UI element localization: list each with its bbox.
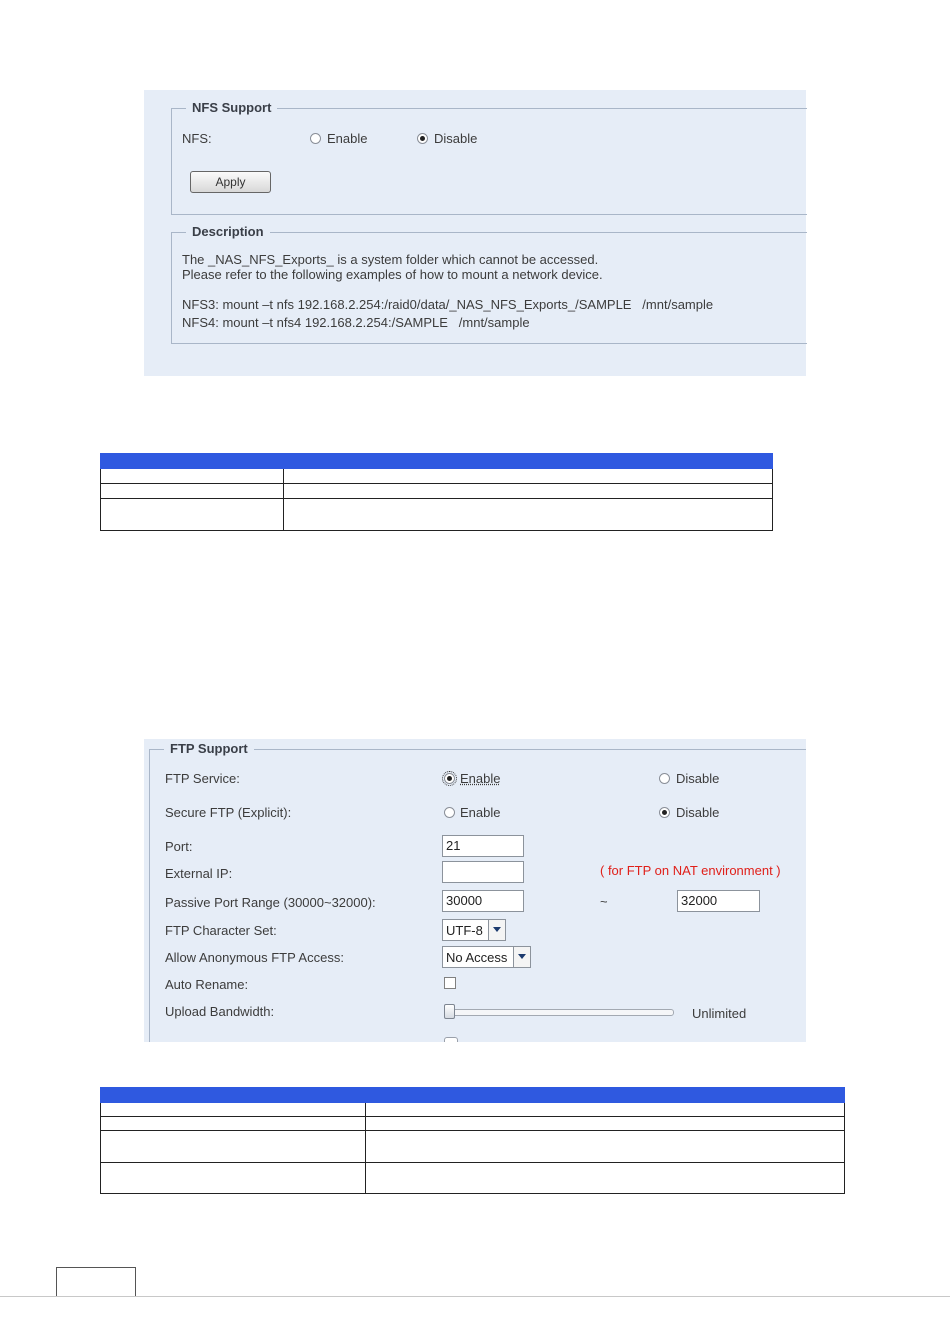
secure-ftp-disable-radio[interactable] — [659, 807, 670, 818]
table-row — [101, 499, 773, 531]
ftp-settings-panel — [144, 739, 806, 1042]
table-header-row — [101, 1088, 845, 1103]
nfs-enable-label[interactable]: Enable — [327, 131, 368, 146]
upload-bandwidth-value: Unlimited — [692, 1006, 747, 1021]
anonymous-access-label: Allow Anonymous FTP Access: — [165, 950, 344, 965]
ftp-service-enable-label[interactable]: Enable — [460, 771, 501, 786]
nat-note: ( for FTP on NAT environment ) — [600, 863, 781, 878]
apply-button[interactable]: Apply — [190, 171, 271, 193]
passive-port-start-input[interactable]: 30000 — [442, 890, 524, 912]
page-number-tab — [56, 1267, 136, 1297]
footer-divider — [0, 1296, 950, 1297]
auto-rename-checkbox[interactable] — [444, 977, 456, 989]
passive-port-separator: ~ — [600, 894, 608, 909]
secure-ftp-enable-label[interactable]: Enable — [460, 805, 501, 820]
next-row-fragment — [444, 1037, 458, 1042]
chevron-down-icon[interactable] — [513, 947, 530, 967]
chevron-down-icon[interactable] — [488, 920, 505, 940]
ftp-service-label: FTP Service: — [165, 771, 240, 786]
upload-bandwidth-slider[interactable] — [444, 1009, 674, 1016]
port-input[interactable]: 21 — [442, 835, 524, 857]
table-row — [101, 1103, 845, 1117]
description-line-1: The _NAS_NFS_Exports_ is a system folder which cannot be accessed. — [182, 252, 599, 267]
passive-port-end-input[interactable]: 32000 — [677, 890, 760, 912]
nfs-disable-radio[interactable] — [417, 133, 428, 144]
nfs-support-fieldset — [171, 100, 807, 215]
table-row — [101, 469, 773, 484]
nfs-settings-panel — [144, 90, 806, 376]
nfs-disable-label[interactable]: Disable — [434, 131, 478, 146]
table-row — [101, 484, 773, 499]
nfs-enable-radio[interactable] — [310, 133, 321, 144]
secure-ftp-enable-radio[interactable] — [444, 807, 455, 818]
upload-bandwidth-label: Upload Bandwidth: — [165, 1004, 275, 1019]
table-header-row — [101, 454, 773, 469]
anonymous-access-selected-value: No Access — [446, 950, 508, 965]
charset-label: FTP Character Set: — [165, 923, 277, 938]
secure-ftp-label: Secure FTP (Explicit): — [165, 805, 292, 820]
nfs-options-table — [100, 453, 773, 531]
upload-bandwidth-slider-handle[interactable] — [444, 1004, 455, 1019]
table-row — [101, 1117, 845, 1131]
ftp-service-enable-radio[interactable] — [444, 773, 455, 784]
nfs-support-legend: NFS Support — [186, 100, 277, 115]
table-row — [101, 1131, 845, 1163]
ftp-service-disable-label[interactable]: Disable — [676, 771, 720, 786]
nfs-label: NFS: — [182, 131, 212, 146]
table-row — [101, 1163, 845, 1194]
anonymous-access-select[interactable] — [442, 946, 531, 968]
description-line-2: Please refer to the following examples of how to mount a network device. — [182, 267, 603, 282]
ftp-support-legend: FTP Support — [164, 741, 254, 756]
passive-port-label: Passive Port Range (30000~32000): — [165, 895, 376, 910]
ftp-service-disable-radio[interactable] — [659, 773, 670, 784]
charset-selected-value: UTF-8 — [446, 923, 483, 938]
nfs4-example: NFS4: mount –t nfs4 192.168.2.254:/SAMPLE /mnt/sample — [182, 315, 530, 330]
ftp-options-table — [100, 1087, 845, 1194]
auto-rename-label: Auto Rename: — [165, 977, 249, 992]
charset-select[interactable] — [442, 919, 506, 941]
secure-ftp-disable-label[interactable]: Disable — [676, 805, 720, 820]
description-legend: Description — [186, 224, 270, 239]
nfs3-example: NFS3: mount –t nfs 192.168.2.254:/raid0/data/_NAS_NFS_Exports_/SAMPLE /mnt/sample — [182, 297, 714, 312]
port-label: Port: — [165, 839, 193, 854]
external-ip-input[interactable] — [442, 861, 524, 883]
external-ip-label: External IP: — [165, 866, 233, 881]
